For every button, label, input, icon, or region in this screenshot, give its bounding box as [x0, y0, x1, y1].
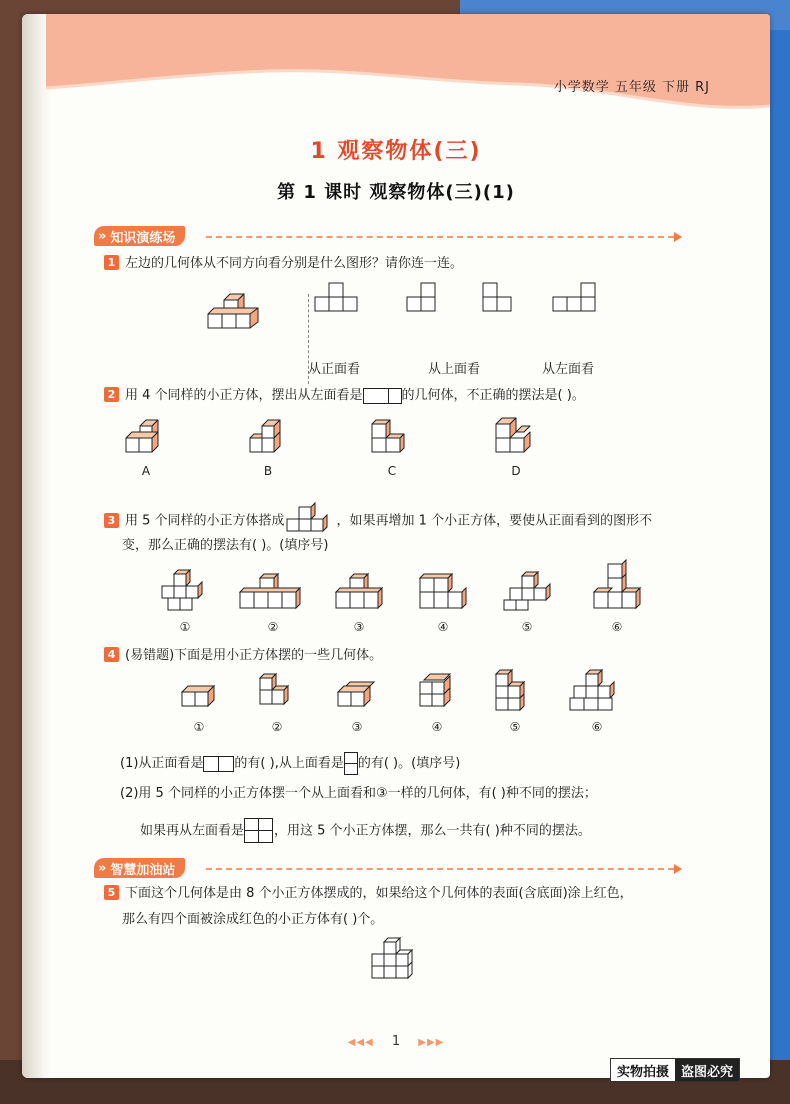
question-text: 用 5 个同样的小正方体搭成 — [125, 513, 285, 529]
part-1-text-b: 的有( ),从上面看是 — [234, 756, 344, 771]
q4-option-6-label: ⑥ — [591, 720, 603, 734]
option-1-label: ① — [179, 620, 191, 634]
workbook-page — [22, 14, 770, 1078]
watermark-stamp — [610, 1058, 740, 1082]
q1-view-a — [314, 282, 364, 316]
q3-option-1-solid — [158, 570, 214, 620]
question-text: 用 4 个同样的小正方体，摆出从左面看是 — [125, 388, 363, 403]
q4-option-4-solid — [414, 674, 460, 720]
lesson-title: 1 观察物体(三) — [310, 139, 482, 164]
question-3-line2: 变，那么正确的摆法有( )。(填序号) — [122, 538, 329, 553]
q4-option-1-label: ① — [193, 720, 205, 734]
question-3 — [104, 506, 652, 536]
question-number: 3 — [104, 513, 119, 528]
q1-view-c — [482, 282, 518, 316]
arrow-right-icon — [674, 864, 682, 874]
q2-option-a-solid — [122, 420, 172, 464]
question-4-part-2: (2)用 5 个同样的小正方体摆一个从上面看和③一样的几何体，有( )种不同的摆法； — [120, 786, 597, 801]
question-number: 4 — [104, 647, 119, 662]
option-6-label: ⑥ — [611, 620, 623, 634]
part-1-text-a: (1)从正面看是 — [120, 756, 204, 771]
front-view-box-2 — [218, 756, 234, 772]
option-2-label: ② — [267, 620, 279, 634]
page-fold — [22, 14, 52, 1078]
question-4 — [104, 646, 382, 667]
option-a-label: A — [141, 464, 151, 478]
two-square-figure-part — [388, 388, 402, 404]
section-boost-label: 智慧加油站 — [110, 862, 176, 878]
q3-option-5-solid — [500, 570, 560, 620]
page-number: 1 — [391, 1034, 401, 1049]
q2-option-c-solid — [368, 420, 418, 464]
question-4-part-1 — [120, 752, 460, 775]
part-1-text-c: 的有( )。(填序号) — [357, 756, 461, 771]
two-square-figure — [363, 388, 389, 404]
option-d-label: D — [511, 464, 521, 478]
q3-option-3-solid — [332, 570, 392, 620]
section-practice-label: 知识演练场 — [110, 230, 176, 246]
q1-view-b — [406, 282, 442, 316]
front-view-box-1 — [203, 756, 219, 772]
arrow-right-icon — [674, 232, 682, 242]
q4-option-3-solid — [334, 682, 380, 718]
question-1 — [104, 254, 463, 275]
question-2 — [104, 386, 585, 407]
view-top-label: 从上面看 — [428, 362, 481, 377]
question-text-cont: ，如果再增加 1 个小正方体，要使从正面看到的图形不 — [336, 513, 653, 529]
question-5 — [104, 884, 633, 905]
option-3-label: ③ — [353, 620, 365, 634]
page-footer — [22, 1034, 770, 1049]
option-b-label: B — [263, 464, 273, 478]
chevron-icon: » — [98, 860, 107, 876]
lesson-subtitle: 第 1 课时 观察物体(三)(1) — [277, 182, 515, 203]
q4-option-2-label: ② — [271, 720, 283, 734]
top-view-figure — [344, 752, 358, 775]
next-arrows-icon: ▶▶▶ — [418, 1037, 445, 1048]
question-text: 左边的几何体从不同方向看分别是什么图形？请你连一连。 — [125, 256, 464, 271]
part-3-text-b: ，用这 5 个小正方体摆，那么一共有( )种不同的摆法。 — [274, 823, 591, 839]
q1-view-d — [552, 282, 602, 316]
question-4-part-3 — [140, 818, 591, 844]
section-boost — [94, 858, 185, 878]
watermark-text-a: 实物拍摄 — [611, 1059, 675, 1081]
q1-solid — [204, 298, 294, 348]
option-4-label: ④ — [437, 620, 449, 634]
question-number: 2 — [104, 387, 119, 402]
q4-option-5-solid — [490, 670, 540, 720]
question-number: 1 — [104, 255, 119, 270]
prev-arrows-icon: ◀◀◀ — [347, 1037, 374, 1048]
q2-option-b-solid — [244, 420, 294, 464]
q4-option-2-solid — [254, 674, 300, 720]
header-label: 小学数学 五年级 下册 RJ — [553, 80, 710, 95]
watermark-text-b: 盗图必究 — [675, 1059, 739, 1081]
question-text: (易错题)下面是用小正方体摆的一些几何体。 — [125, 648, 383, 663]
part-3-text-a: 如果再从左面看是 — [140, 823, 245, 839]
question-number: 5 — [104, 885, 119, 900]
q3-option-4-solid — [416, 570, 476, 620]
option-5-label: ⑤ — [521, 620, 533, 634]
q3-option-6-solid — [590, 562, 650, 620]
question-text: 下面这个几何体是由 8 个小正方体摆成的，如果给这个几何体的表面(含底面)涂上红色， — [125, 886, 633, 901]
q4-option-4-label: ④ — [431, 720, 443, 734]
q3-option-2-solid — [238, 570, 310, 620]
question-5-line2: 那么有四个面被涂成红色的小正方体有( )个。 — [122, 912, 384, 927]
q3-base-solid — [285, 506, 337, 536]
chevron-icon: » — [98, 228, 107, 244]
option-c-label: C — [387, 464, 397, 478]
header-band — [46, 14, 770, 122]
section-divider — [206, 236, 674, 238]
section-practice — [94, 226, 185, 246]
q4-option-6-solid — [566, 670, 626, 720]
q2-option-d-solid — [492, 420, 542, 464]
q4-option-3-label: ③ — [351, 720, 363, 734]
q4-option-1-solid — [178, 684, 222, 718]
q5-solid — [368, 936, 438, 986]
left-view-figure — [244, 818, 274, 844]
view-left-label: 从左面看 — [542, 362, 595, 377]
view-front-label: 从正面看 — [308, 362, 361, 377]
question-text-end: 的几何体，不正确的摆法是( )。 — [401, 388, 585, 403]
section-divider — [206, 868, 674, 870]
q4-option-5-label: ⑤ — [509, 720, 521, 734]
